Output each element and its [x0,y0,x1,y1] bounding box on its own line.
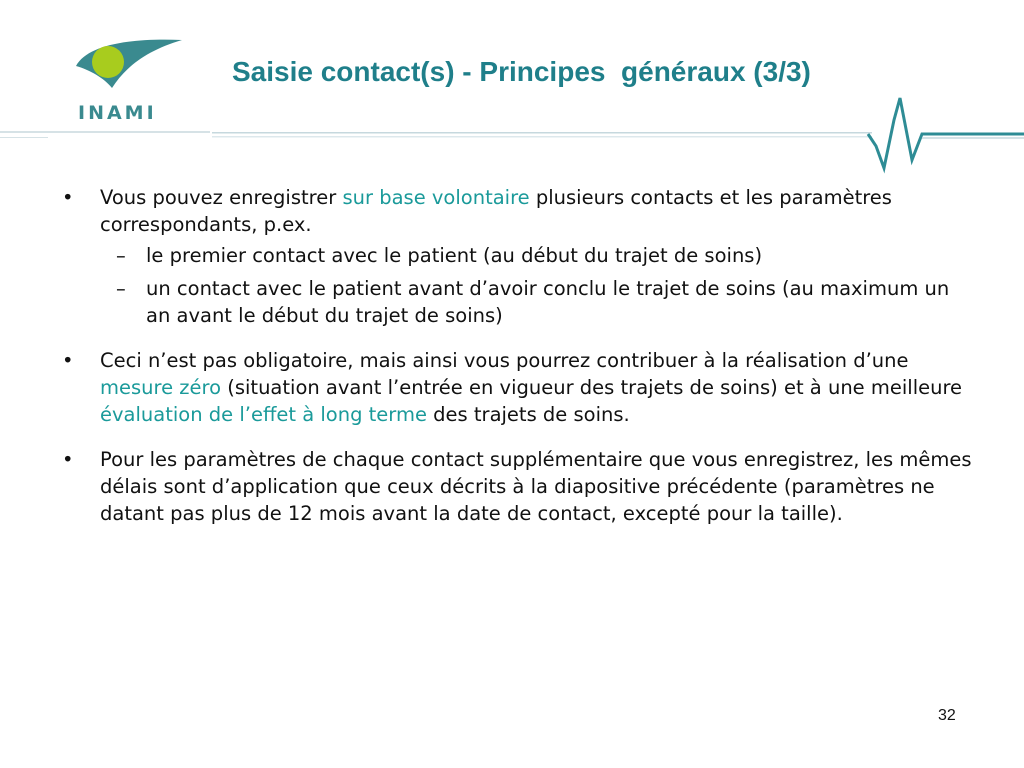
sub-list [100,242,976,329]
dash-mark: – [116,277,126,300]
bullet-item [56,446,976,527]
bullet-mark: • [62,349,74,372]
bullet-mark: • [62,186,74,209]
bullet-text: Ceci n’est pas obligatoire, mais ainsi vous pourrez contribuer à la réalisation d’une [100,349,909,372]
sub-text: le premier contact avec le patient (au début du trajet de soins) [146,244,763,267]
bullet-item [56,347,976,428]
slide-title: Saisie contact(s) - Principes généraux (3/3) [232,56,811,87]
dash-mark: – [116,244,126,267]
highlight-text: mesure zéro [100,376,222,399]
logo-dot [92,46,124,78]
bullet-item [56,184,976,329]
bullet-mark: • [62,448,74,471]
bullet-text: des trajets de soins. [426,403,630,426]
bullet-text: (situation avant l’entrée en vigueur des trajets de soins) et à une meilleure [221,376,963,399]
page-number: 32 [938,707,956,724]
bullet-text: Pour les paramètres de chaque contact supplémentaire que vous enregistrez, les mêmes délais sont d’application que ceux décrits à la diapositive précédente (paramètres ne datant pas plus de 12 mois avant la date de contact, excepté pour la taille). [100,448,972,525]
bullet-text: plusieurs contacts et les paramètres correspondants, p.ex. [100,186,892,236]
sub-item [100,275,976,329]
highlight-text: évaluation de l’effet à long terme [100,403,427,426]
sub-text: un contact avec le patient avant d’avoir conclu le trajet de soins (au maximum un an avant le début du trajet de soins) [146,277,950,327]
bullet-text: Vous pouvez enregistrer [100,186,343,209]
logo-text: INAMI [78,102,157,124]
slide-content [56,184,976,545]
logo-swoosh [76,40,182,88]
sub-item [100,242,976,269]
highlight-text: sur base volontaire [342,186,530,209]
header-pulse-line [0,90,1024,180]
